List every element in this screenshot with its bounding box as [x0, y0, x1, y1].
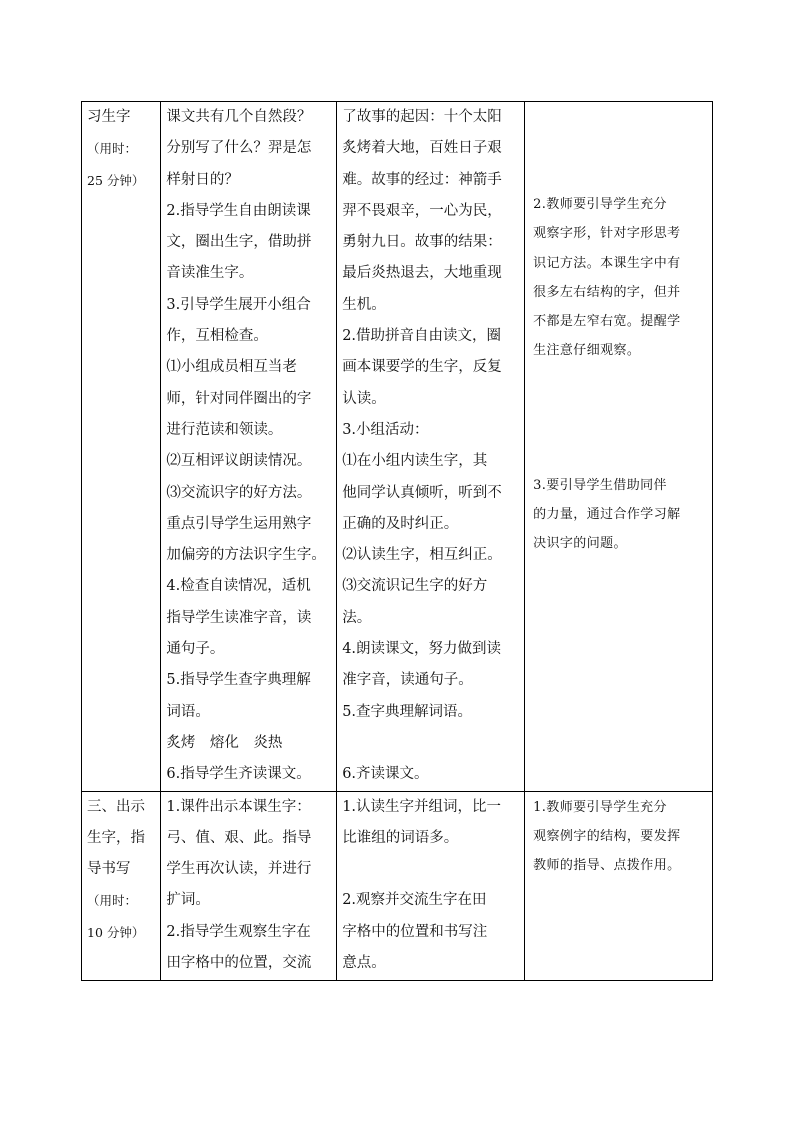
student-line: 认读。 [342, 390, 386, 407]
teacher-activity-cell [161, 791, 337, 980]
teacher-line: 重点引导学生运用熟字 [166, 515, 312, 532]
teacher-line: 课文共有几个自然段？ [166, 109, 312, 125]
teacher-line: 4.检查自读情况，适机 [166, 578, 311, 595]
student-line: 2.借助拼音自由读文，圈 [342, 328, 502, 345]
student-line: 正确的及时纠正。 [342, 515, 459, 532]
teacher-line: 2.指导学生自由朗读课 [166, 202, 311, 219]
note-line: 观察例字的结构，要发挥 [533, 828, 681, 844]
stage-text: 习生字 [87, 109, 131, 125]
teacher-line: 指导学生读准字音，读 [166, 609, 312, 626]
teacher-line: 1.课件出示本课生字： [166, 798, 311, 815]
student-line: 难。故事的经过：神箭手 [342, 171, 502, 188]
student-line [342, 728, 521, 759]
note-line: 2.教师要引导学生充分 [533, 197, 667, 212]
teacher-line: ⑶交流识字的好方法。 [166, 484, 312, 501]
teacher-line: 5.指导学生查字典理解 [166, 672, 311, 689]
design-notes-cell [525, 102, 713, 792]
teacher-line: 音读准生字。 [166, 265, 254, 282]
teacher-line: ⑴小组成员相互当老 [166, 359, 297, 376]
teacher-line: 3.引导学生展开小组合 [166, 296, 311, 313]
student-line: 意点。 [342, 955, 386, 972]
note-line: 识记方法。本课生字中有 [533, 255, 681, 271]
teacher-line: 扩词。 [166, 892, 210, 909]
student-line: 他同学认真倾听，听到不 [342, 484, 502, 501]
teacher-line: 2.指导学生观察生字在 [166, 923, 311, 940]
student-activity-cell [337, 102, 525, 792]
note-line: 观察字形，针对字形思考 [533, 226, 681, 242]
stage-text: 导书写 [87, 861, 131, 878]
student-line: ⑵认读生字，相互纠正。 [342, 547, 502, 564]
teacher-line: 田字格中的位置，交流 [166, 955, 312, 972]
stage-text: 25 分钟） [87, 172, 145, 188]
student-line: 4.朗读课文，努力做到读 [342, 641, 502, 658]
student-line: ⑶交流识记生字的好方 [342, 578, 488, 595]
stage-text: （用时： [87, 141, 138, 157]
student-line [342, 854, 521, 885]
student-line: ⑴在小组内读生字，其 [342, 453, 488, 470]
teacher-line: 炙烤 熔化 炎热 [166, 734, 283, 751]
student-line: 生机。 [342, 296, 386, 313]
note-line: 的力量，通过合作学习解 [533, 507, 681, 523]
teacher-line: 6.指导学生齐读课文。 [166, 766, 311, 783]
note-line: 生注意仔细观察。 [533, 343, 641, 359]
note-line: 1.教师要引导学生充分 [533, 799, 667, 815]
student-activity-cell [337, 791, 525, 980]
teacher-activity-cell [161, 102, 337, 792]
note-line: 3.要引导学生借助同伴 [533, 477, 667, 493]
teacher-line: ⑵互相评议朗读情况。 [166, 453, 312, 470]
stage-text: 生字，指 [87, 829, 145, 846]
lesson-plan-table [81, 101, 713, 981]
teacher-line: 弓、值、艰、此。指导 [166, 829, 312, 846]
student-line: 6.齐读课文。 [342, 766, 429, 783]
student-line: 画本课要学的生字，反复 [342, 359, 502, 376]
teacher-line: 加偏旁的方法识字生字。 [166, 547, 326, 564]
teacher-line: 词语。 [166, 703, 210, 720]
student-line: 了故事的起因：十个太阳 [342, 109, 502, 125]
teacher-line: 文，圈出生字，借助拼 [166, 234, 312, 251]
teacher-line: 学生再次认读，并进行 [166, 861, 312, 878]
student-line: 3.小组活动： [342, 421, 429, 438]
stage-text: 三、出示 [87, 798, 145, 815]
teacher-line: 师，针对同伴圈出的字 [166, 390, 312, 407]
student-line: 比谁组的词语多。 [342, 829, 459, 846]
teacher-line: 进行范读和领读。 [166, 421, 283, 438]
table-row [82, 791, 713, 980]
stage-cell [82, 102, 161, 792]
note-line: 不都是左窄右宽。提醒学 [533, 314, 681, 330]
teacher-line: 通句子。 [166, 641, 225, 658]
note-line: 很多左右结构的字，但并 [533, 284, 681, 300]
student-line: 羿不畏艰辛，一心为民， [342, 202, 502, 219]
note-line: 决识字的问题。 [533, 536, 627, 552]
design-notes-cell [525, 791, 713, 980]
student-line: 1.认读生字并组词，比一 [342, 798, 502, 815]
student-line: 2.观察并交流生字在田 [342, 892, 487, 909]
student-line: 准字音，读通句子。 [342, 672, 473, 689]
student-line: 5.查字典理解词语。 [342, 703, 473, 720]
table-row [82, 102, 713, 792]
teacher-line: 样射日的？ [166, 171, 239, 188]
stage-cell [82, 791, 161, 980]
student-line: 炙烤着大地，百姓日子艰 [342, 140, 502, 157]
teacher-line: 作，互相检查。 [166, 328, 268, 345]
student-line: 最后炎热退去，大地重现 [342, 265, 502, 282]
student-line: 字格中的位置和书写注 [342, 923, 488, 940]
student-line: 法。 [342, 609, 372, 626]
stage-text: 10 分钟） [87, 924, 145, 940]
note-line: 教师的指导、点拨作用。 [533, 858, 681, 874]
teacher-line: 分别写了什么？羿是怎 [166, 140, 312, 157]
student-line: 勇射九日。故事的结果： [342, 234, 502, 251]
stage-text: （用时： [87, 893, 138, 909]
